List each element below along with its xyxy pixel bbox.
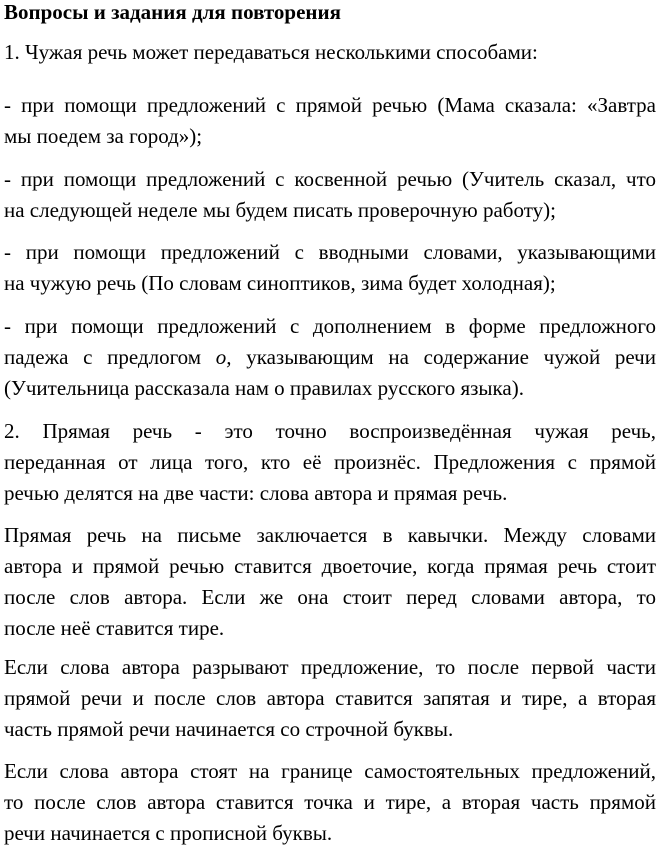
text-line-mixed [4,342,656,373]
paragraph-prepositional-method [4,311,656,404]
text-line: Если слова автора стоят на границе самостоятельных предложений, [4,759,656,783]
paragraph-boundary-rule [4,756,656,849]
paragraph-1-intro [4,37,656,68]
paragraph-parenthetical-method [4,237,656,299]
text-line: - при помощи предложений с прямой речью (Мама сказала: «Завтра [4,93,656,117]
text-line: Прямая речь на письме заключается в кавычки. Между словами [4,523,656,547]
text-line: - при помощи предложений с вводными словами, указывающими [4,240,656,264]
section-title: Вопросы и задания для повторения [4,0,341,24]
text-line: речью делятся на две части: слова автора и прямая речь. [4,481,508,505]
text-line: прямой речи и после слов автора ставится запятая и тире, а вторая [4,686,656,710]
text-line: на чужую речь (По словам синоптиков, зима будет холодная); [4,271,556,295]
paragraph-direct-speech-definition [4,416,656,509]
paragraph-quotes-rule [4,520,656,644]
text-line: переданная от лица того, кто её произнёс. Предложения с прямой [4,450,656,474]
text-line: речи начинается с прописной буквы. [4,821,333,845]
text-fragment: падежа с предлогом [4,345,202,369]
paragraph-indirect-speech-method [4,164,656,226]
text-line: мы поедем за город»); [4,124,203,148]
text-line: Если слова автора разрывают предложение, то после первой части [4,655,656,679]
text-line: то после слов автора ставится точка и тире, а вторая часть прямой [4,790,656,814]
text-fragment: указывающим на содержание чужой речи [246,345,656,369]
text-line: - при помощи предложений с дополнением в форме предложного [4,314,656,338]
paragraph-direct-speech-method [4,90,656,152]
text-line: после неё ставится тире. [4,616,225,640]
paragraph-interrupted-rule [4,652,656,745]
text-line: 2. Прямая речь - это точно воспроизведённая чужая речь, [4,419,656,443]
text-line: (Учительница рассказала нам о правилах русского языка). [4,376,524,400]
text-line: автора и прямой речью ставится двоеточие, когда прямая речь стоит [4,554,656,578]
italic-preposition: о, [215,345,232,369]
text-line: после слов автора. Если же она стоит перед словами автора, то [4,585,656,609]
text-line: часть прямой речи начинается со строчной буквы. [4,717,454,741]
text-line: 1. Чужая речь может передаваться несколькими способами: [4,40,538,64]
text-line: на следующей неделе мы будем писать проверочную работу); [4,198,556,222]
text-line: - при помощи предложений с косвенной речью (Учитель сказал, что [4,167,656,191]
